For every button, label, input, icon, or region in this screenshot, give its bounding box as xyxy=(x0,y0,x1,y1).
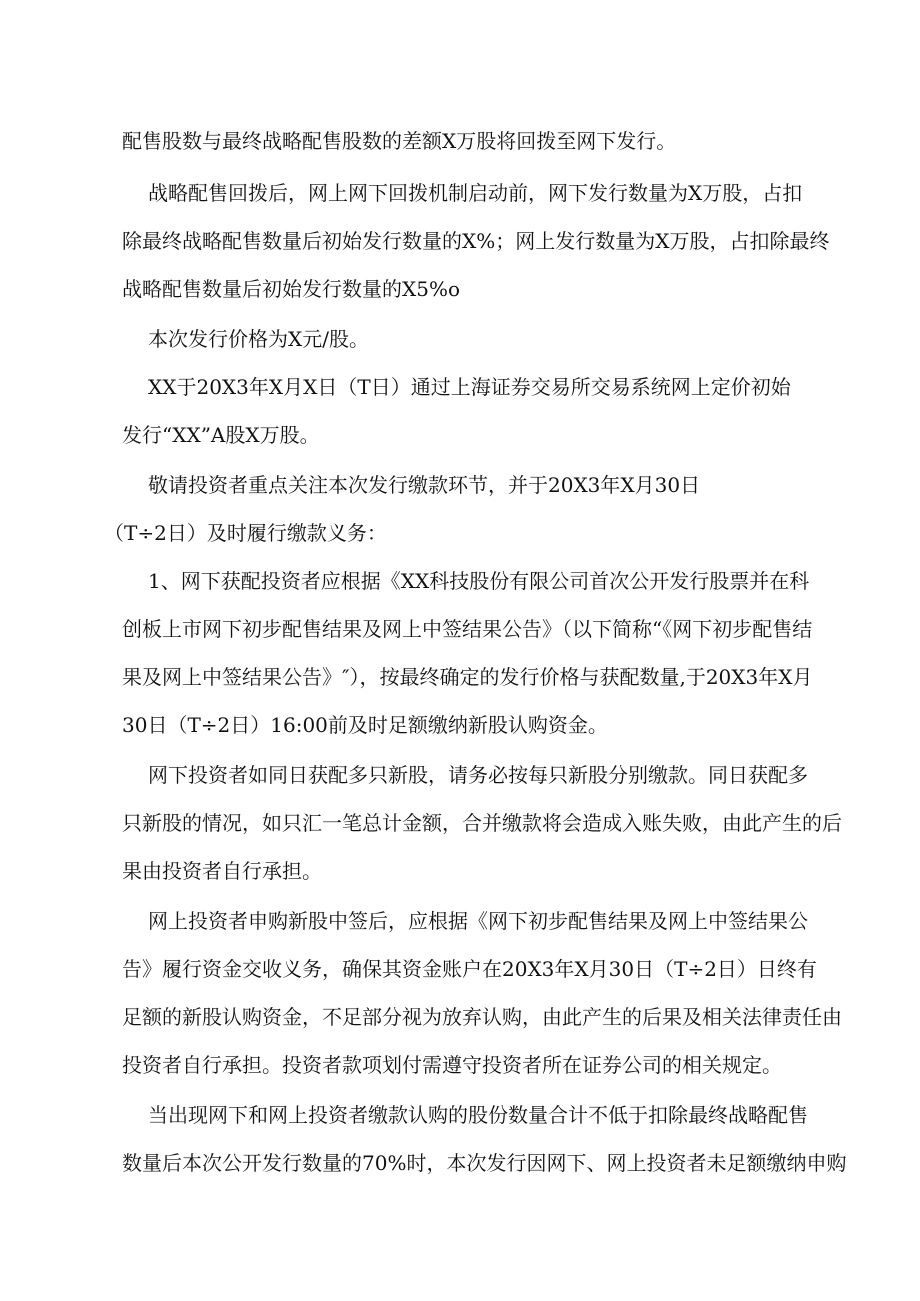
text-line: （T÷2日）及时履行缴款义务： xyxy=(104,521,387,545)
text-line: 足额的新股认购资金，不足部分视为放弃认购，由此产生的后果及相关法律责任由 xyxy=(122,1005,842,1029)
text-line: 投资者自行承担。投资者款项划付需遵守投资者所在证券公司的相关规定。 xyxy=(122,1053,782,1077)
text-line: 除最终战略配售数量后初始发行数量的X%；网上发行数量为X万股，占扣除最终 xyxy=(122,229,830,253)
text-line: 当出现网下和网上投资者缴款认购的股份数量合计不低于扣除最终战略配售 xyxy=(148,1103,808,1127)
text-line: 战略配售回拨后，网上网下回拨机制启动前，网下发行数量为X万股，占扣 xyxy=(148,181,803,205)
text-line: 战略配售数量后初始发行数量的X5%o xyxy=(122,277,461,301)
text-line: 发行“XX”A股X万股。 xyxy=(122,423,320,447)
text-line: 网下投资者如同日获配多只新股，请务必按每只新股分别缴款。同日获配多 xyxy=(148,763,808,787)
text-line: 30日（T÷2日）16:00前及时足额缴纳新股认购资金。 xyxy=(122,713,608,737)
text-line: 本次发行价格为X元/股。 xyxy=(148,327,369,351)
text-line: 1、网下获配投资者应根据《XX科技股份有限公司首次公开发行股票并在科 xyxy=(148,569,810,593)
text-line: 创板上市网下初步配售结果及网上中签结果公告》（以下简称“《网下初步配售结 xyxy=(122,617,813,641)
text-line: 数量后本次公开发行数量的70%时，本次发行因网下、网上投资者未足额缴纳申购 xyxy=(122,1151,847,1175)
text-line: 告》履行资金交收义务，确保其资金账户在20X3年X月30日（T÷2日）日终有 xyxy=(122,957,817,981)
text-line: 网上投资者申购新股中签后，应根据《网下初步配售结果及网上中签结果公 xyxy=(148,909,808,933)
text-line: 配售股数与最终战略配售股数的差额X万股将回拨至网下发行。 xyxy=(122,129,677,153)
text-line: XX于20X3年X月X日（T日）通过上海证券交易所交易系统网上定价初始 xyxy=(148,375,791,399)
text-line: 果及网上中签结果公告》″），按最终确定的发行价格与获配数量,于20X3年X月 xyxy=(122,665,813,689)
text-line: 敬请投资者重点关注本次发行缴款环节，并于20X3年X月30日 xyxy=(148,473,701,497)
text-line: 只新股的情况，如只汇一笔总计金额，合并缴款将会造成入账失败，由此产生的后 xyxy=(122,811,842,835)
text-line: 果由投资者自行承担。 xyxy=(122,859,322,883)
